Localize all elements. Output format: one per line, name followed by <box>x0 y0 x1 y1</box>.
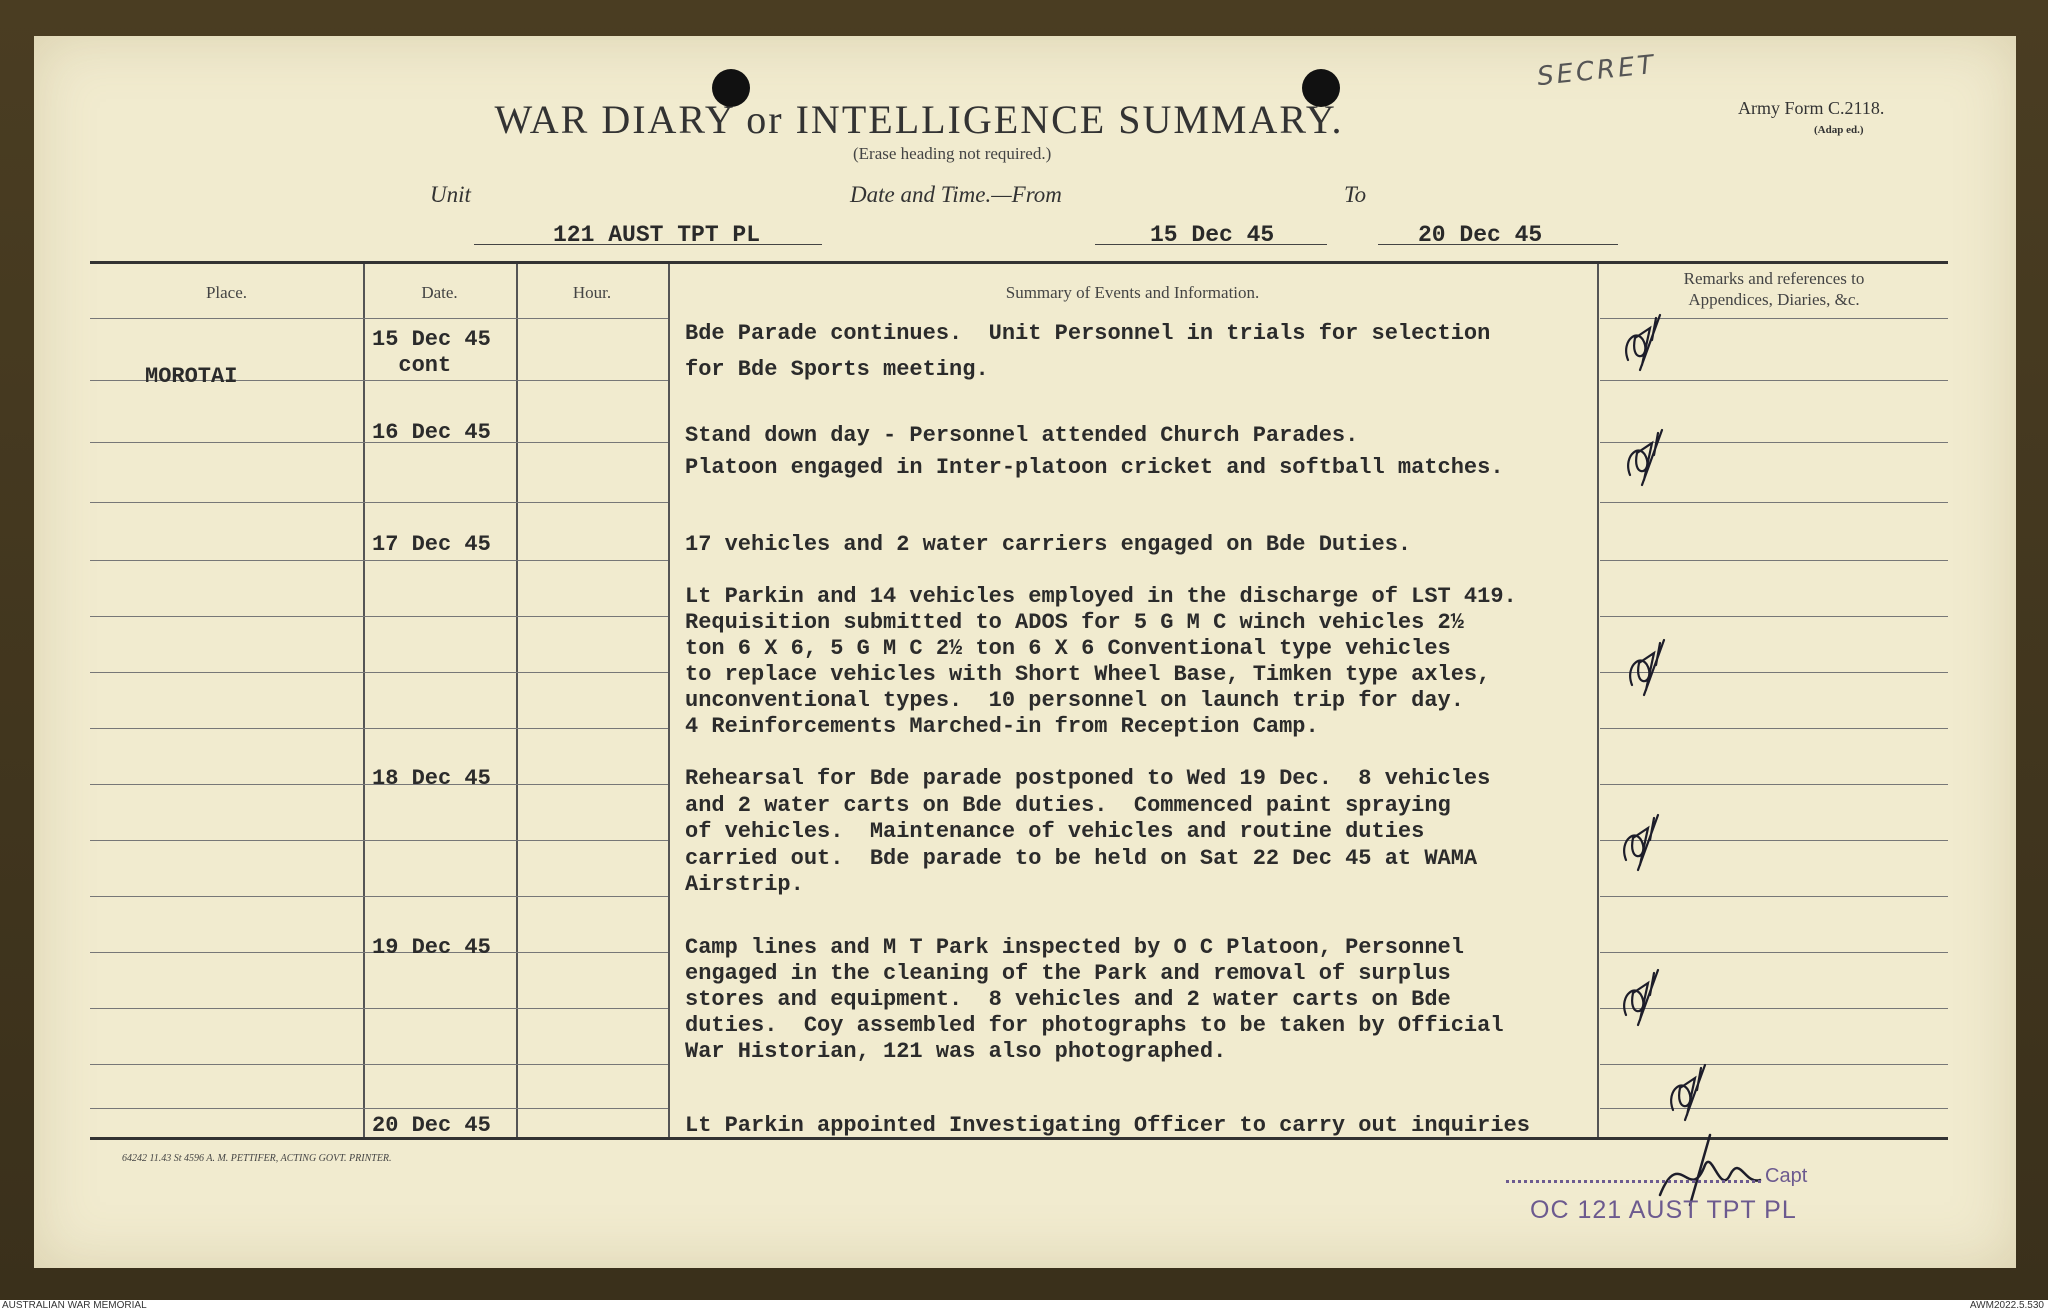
archive-strip <box>0 1300 2048 1314</box>
entry-date: 19 Dec 45 <box>372 935 491 960</box>
ruled-line <box>90 318 363 319</box>
col-head-summary: Summary of Events and Information. <box>1005 283 1260 302</box>
printer-imprint: 64242 11.43 St 4596 A. M. PETTIFER, ACTING GOVT. PRINTER. <box>122 1153 392 1164</box>
ruled-line <box>363 672 516 673</box>
ruled-line <box>90 672 363 673</box>
handwritten-initials-icon <box>1628 430 1662 485</box>
archive-name: AUSTRALIAN WAR MEMORIAL <box>2 1300 147 1311</box>
ruled-line <box>363 616 516 617</box>
stamp-dotted-line <box>1506 1180 1761 1183</box>
ruled-line <box>516 442 668 443</box>
ruled-line <box>516 380 668 381</box>
secret-handwritten: SECRET <box>1535 49 1658 93</box>
ruled-line <box>516 728 668 729</box>
entry-date: 18 Dec 45 <box>372 766 491 791</box>
ruled-line <box>516 1108 668 1109</box>
ruled-line <box>363 318 516 319</box>
to-date: 20 Dec 45 <box>1418 222 1543 248</box>
ruled-line <box>363 380 516 381</box>
handwritten-initials-icon <box>1626 315 1660 370</box>
ruled-line <box>516 840 668 841</box>
ruled-line <box>516 616 668 617</box>
entry-date: 16 Dec 45 <box>372 420 491 445</box>
place-cell: MOROTAI <box>145 364 238 389</box>
handwritten-initials-icon <box>1624 815 1658 870</box>
ruled-line <box>363 1008 516 1009</box>
ruled-line <box>90 840 363 841</box>
ruled-line <box>516 672 668 673</box>
column-divider <box>668 264 670 1137</box>
table-top-rule <box>90 261 1948 264</box>
entry-date: 17 Dec 45 <box>372 532 491 557</box>
column-divider <box>516 264 518 1137</box>
ruled-line <box>363 728 516 729</box>
to-underline <box>1378 244 1618 245</box>
ruled-line <box>363 560 516 561</box>
ruled-line <box>1600 952 1948 953</box>
ruled-line <box>516 1008 668 1009</box>
entry-text: Lt Parkin appointed Investigating Officer to carry out inquiries <box>685 1113 1530 1138</box>
col-head-hour: Hour. <box>572 283 612 302</box>
ruled-line <box>516 896 668 897</box>
ruled-line <box>90 728 363 729</box>
ruled-line <box>363 1108 516 1109</box>
ruled-line <box>90 952 363 953</box>
ruled-line <box>90 560 363 561</box>
adap-note: (Adap ed.) <box>1814 124 1864 136</box>
to-label: To <box>1344 182 1367 207</box>
unit-underline <box>474 244 822 245</box>
column-divider <box>1597 264 1599 1137</box>
army-form-number: Army Form C.2118. <box>1738 98 1885 118</box>
date-time-label: Date and Time.—From <box>850 182 1062 207</box>
ruled-line <box>90 1008 363 1009</box>
entry-text: Bde Parade continues. Unit Personnel in trials for selection for Bde Sports meeting. <box>685 321 1491 382</box>
unit-value: 121 AUST TPT PL <box>553 222 761 248</box>
signature-icon <box>1660 1135 1760 1205</box>
handwritten-initials-icon <box>1630 640 1664 695</box>
ruled-line <box>90 784 363 785</box>
entry-date: 15 Dec 45 cont <box>372 327 491 378</box>
entry-text: Rehearsal for Bde parade postponed to Wed 19 Dec. 8 vehicles and 2 water carts on Bde duties. Commenced paint spraying of vehicles. Maintenance of vehicles and routine duties carried out. Bde parade to be held on Sat 22 Dec 45 at WAMA Airstrip. <box>685 766 1491 897</box>
entry-date: 20 Dec 45 <box>372 1113 491 1138</box>
handwritten-initials-icon <box>1624 970 1658 1025</box>
ruled-line <box>90 1064 363 1065</box>
ruled-line <box>363 840 516 841</box>
from-underline <box>1095 244 1327 245</box>
col-head-place: Place. <box>205 283 248 302</box>
ruled-line <box>516 784 668 785</box>
from-date: 15 Dec 45 <box>1150 222 1275 248</box>
ruled-line <box>90 896 363 897</box>
ruled-line <box>516 560 668 561</box>
subtitle: (Erase heading not required.) <box>853 144 1052 163</box>
entry-text: Camp lines and M T Park inspected by O C Platoon, Personnel engaged in the cleaning of the Park and removal of surplus stores and equipment. 8 vehicles and 2 water carts on Bde duties. Coy assembled for photographs to be taken by Official War Historian, 121 was also photographed. <box>685 935 1504 1064</box>
entry-text: 17 vehicles and 2 water carriers engaged on Bde Duties. Lt Parkin and 14 vehicles employed in the discharge of LST 419. Requisition submitted to ADOS for 5 G M C winch vehicles 2½ ton 6 X 6, 5 G M C 2½ ton 6 X 6 Conventional type vehicles to replace vehicles with Short Wheel Base, Timken type axles, unconventional types. 10 personnel on launch trip for day. 4 Reinforcements Marched-in from Reception Camp. <box>685 532 1517 739</box>
ruled-line <box>90 616 363 617</box>
unit-label: Unit <box>430 182 471 207</box>
col-head-remarks: Remarks and references to Appendices, Diaries, &c. <box>1683 269 1865 309</box>
stamp-unit: OC 121 AUST TPT PL <box>1530 1196 1797 1224</box>
ruled-line <box>363 896 516 897</box>
col-head-date: Date. <box>421 283 458 302</box>
ruled-line <box>516 502 668 503</box>
ruled-line <box>516 1064 668 1065</box>
column-divider <box>363 264 365 1137</box>
initials-column <box>1600 300 1720 900</box>
ruled-line <box>516 318 668 319</box>
ruled-line <box>90 442 363 443</box>
entry-text: Stand down day - Personnel attended Church Parades. Platoon engaged in Inter-platoon cricket and softball matches. <box>685 423 1504 480</box>
ruled-line <box>516 952 668 953</box>
archive-ref: AWM2022.5.530 <box>1969 1300 2044 1311</box>
ruled-line <box>363 1064 516 1065</box>
ruled-line <box>90 502 363 503</box>
stamp-capt: Capt <box>1765 1165 1808 1187</box>
ruled-line <box>90 1108 363 1109</box>
handwritten-initials-icon <box>1671 1065 1705 1120</box>
initials-column-lower <box>1600 960 1720 1140</box>
page-title: WAR DIARY or INTELLIGENCE SUMMARY. <box>494 97 1344 142</box>
ruled-line <box>363 502 516 503</box>
